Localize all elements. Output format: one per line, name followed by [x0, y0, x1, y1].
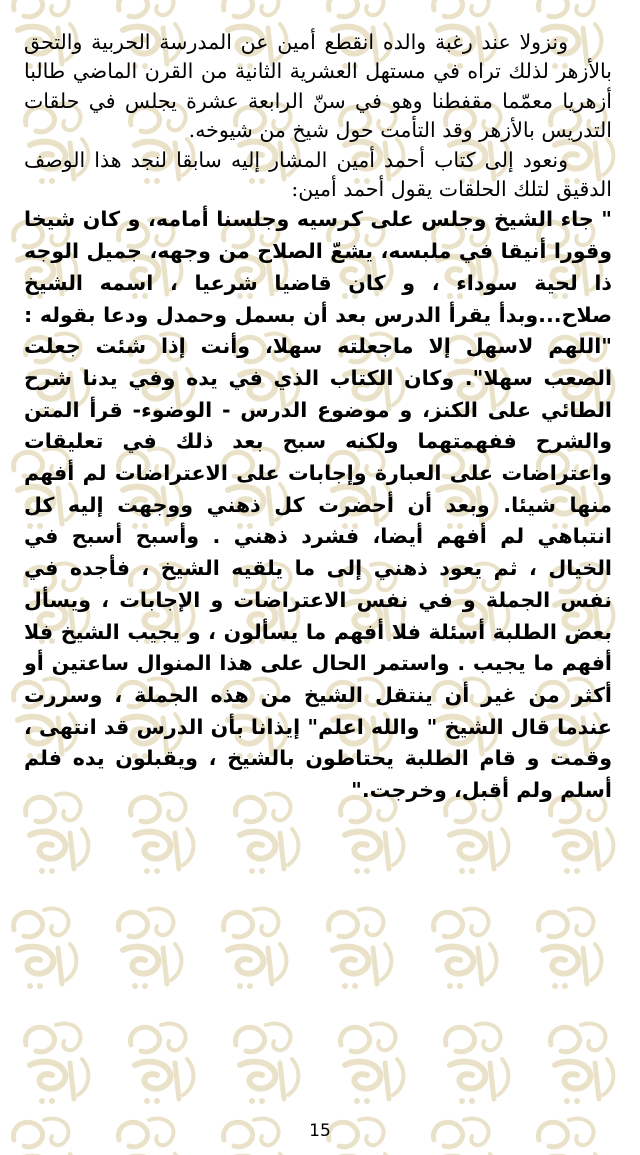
page-number: 15 [309, 1121, 331, 1141]
page-text [24, 28, 612, 807]
paragraph-quote: " جاء الشيخ وجلس على كرسيه وجلسنا أمامه، و كان شيخا وقورا أنيقا في ملبسه، يشعّ الصلاح من وجهه، جميل الوجه ذا لحية سوداء ، و كان قاضيا شرعيا ، اسمه الشيخ صلاح...وبدأ يقرأ الدرس بعد أن بسمل وحمدل ودعا بقوله : "اللهم لاسهل إلا ماجعلته سهلا، وأنت إذا شئت جعلت الصعب سهلا". وكان الكتاب الذي في يده وفي يدنا شرح الطائي على الكنز، و موضوع الدرس - الوضوء- قرأ المتن والشرح ففهمتهما ولكنه سبح بعد ذلك في تعليقات واعتراضات على العبارة وإجابات على الاعتراضات لم أفهم منها شيئا. وبعد أن أحضرت كل ذهني ووجهت إليه كل انتباهي لم أفهم أيضا، فشرد ذهني . وأسبح أسبح في الخيال ، ثم يعود ذهني إلى ما يلقيه الشيخ ، فأجده في نفس الجملة و في نفس الاعتراضات و الإجابات ، ويسأل بعض الطلبة أسئلة فلا أفهم ما يسألون ، و يجيب الشيخ فلا أفهم ما يجيب . واستمر الحال على هذا المنوال ساعتين أو أكثر من غير أن ينتقل الشيخ من هذه الجملة ، وسررت عندما قال الشيخ " والله اعلم" إيذانا بأن الدرس قد انتهى ، وقمت و قام الطلبة يحتاطون بالشيخ ، ويقبلون يده فلم أسلم ولم أقبل، وخرجت." [24, 207, 612, 803]
paragraph-return: ونعود إلى كتاب أحمد أمين المشار إليه سابقا لنجد هذا الوصف الدقيق لتلك الحلقات يقول أحمد أمين: [24, 147, 612, 202]
paragraph-intro: ونزولا عند رغبة والده انقطع أمين عن المدرسة الحربية والتحق بالأزهر لذلك تراه في مستهل العشرية الثانية من القرن الماضي طالبا أزهريا معمّما مقفطنا وهو في سنّ الرابعة عشرة يجلس في حلقات التدريس بالأزهر وقد التأمت حول شيخ من شيوخه. [24, 30, 612, 143]
